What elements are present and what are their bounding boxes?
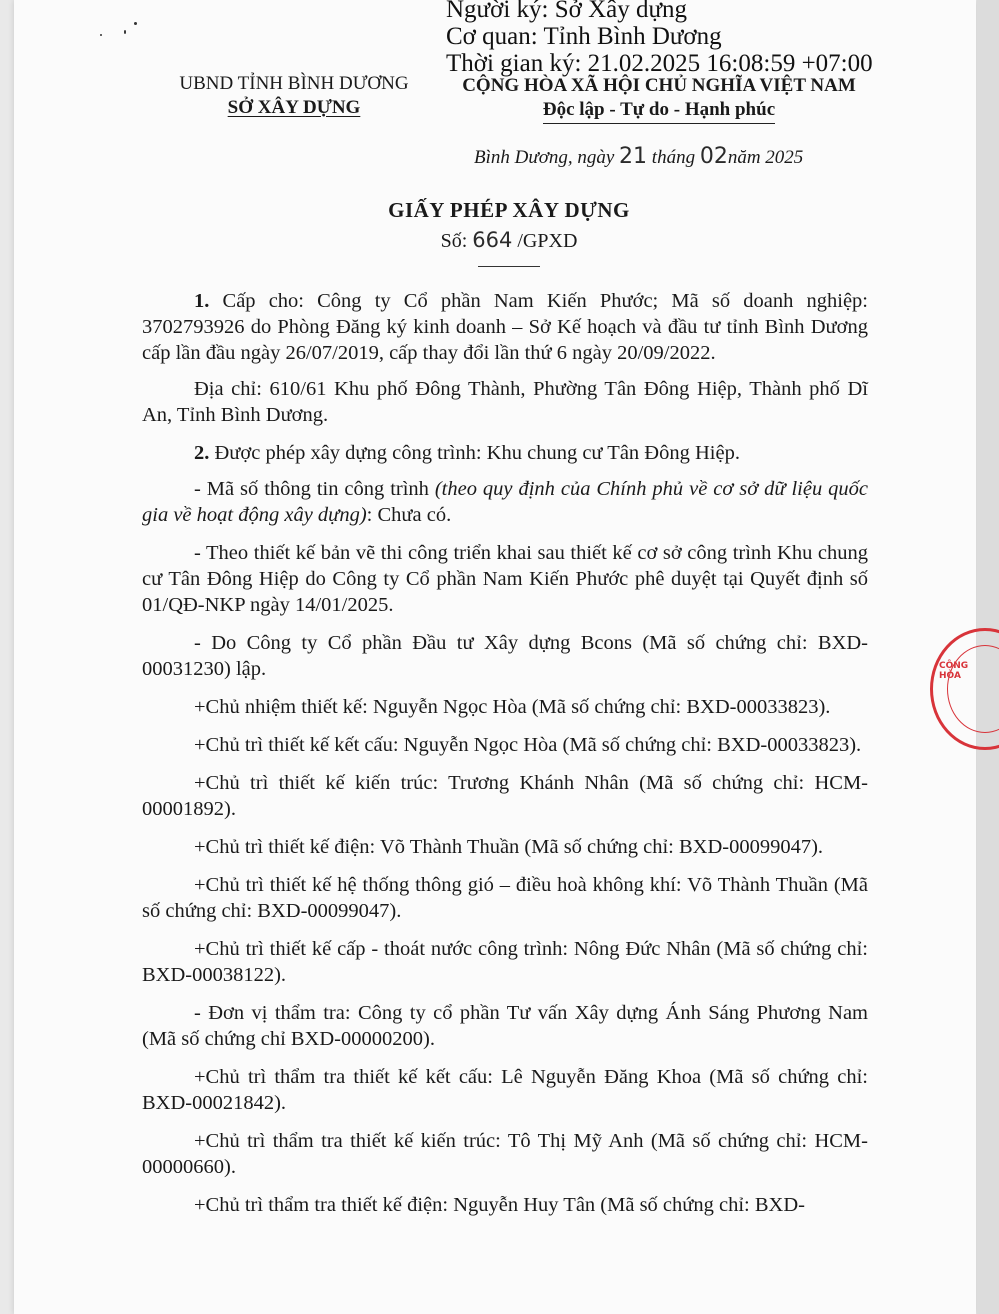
document-title: GIẤY PHÉP XÂY DỰNG bbox=[388, 198, 630, 222]
paragraph-review-structure: +Chủ trì thẩm tra thiết kế kết cấu: Lê Nguyễn Đăng Khoa (Mã số chứng chỉ: BXD-00021842). bbox=[142, 1066, 868, 1114]
digital-signature-block bbox=[446, 0, 873, 77]
paragraph-review-unit: - Đơn vị thẩm tra: Công ty cổ phần Tư vấn Xây dựng Ánh Sáng Phương Nam (Mã số chứng chỉ BXD-00000200). bbox=[142, 1002, 868, 1050]
paragraph-text: Được phép xây dựng công trình: Khu chung cư Tân Đông Hiệp. bbox=[209, 442, 740, 464]
doc-number-label: Số: bbox=[440, 230, 468, 252]
paragraph-designer: - Do Công ty Cổ phần Đầu tư Xây dựng Bcons (Mã số chứng chỉ: BXD-00031230) lập. bbox=[142, 632, 868, 680]
paragraph-review-electrical: +Chủ trì thẩm tra thiết kế điện: Nguyễn Huy Tân (Mã số chứng chỉ: BXD- bbox=[194, 1194, 805, 1216]
date-prefix: Bình Dương, ngày bbox=[474, 147, 615, 168]
paragraph-text: - Mã số thông tin công trình bbox=[194, 478, 435, 500]
seal-text: CÔNG HÒA bbox=[939, 661, 969, 681]
paragraph-permit bbox=[142, 440, 868, 466]
issuing-authority bbox=[160, 72, 428, 120]
authority-province: UBND TỈNH BÌNH DƯƠNG bbox=[179, 73, 409, 94]
authority-department: SỞ XÂY DỰNG bbox=[227, 97, 361, 118]
paragraph-review-architecture: +Chủ trì thẩm tra thiết kế kiến trúc: Tô Thị Mỹ Anh (Mã số chứng chỉ: HCM-00000660). bbox=[142, 1130, 868, 1178]
date-month-label: tháng bbox=[651, 147, 696, 168]
motto-slogan: Độc lập - Tự do - Hạnh phúc bbox=[543, 98, 775, 124]
paragraph-text: Cấp cho: Công ty Cổ phần Nam Kiến Phước; Mã số doanh nghiệp: 3702793926 do Phòng Đăng ký kinh doanh – Sở Kế hoạch và đầu tư tỉnh Bình Dương cấp lần đầu ngày 26/07/2019, cấp thay đổi lần thứ 6 ngày 20/09/2022. bbox=[142, 290, 868, 364]
paragraph-project-code bbox=[142, 476, 868, 528]
paragraph-design-lead: +Chủ nhiệm thiết kế: Nguyễn Ngọc Hòa (Mã số chứng chỉ: BXD-00033823). bbox=[194, 696, 831, 718]
date-day: 21 bbox=[619, 144, 648, 169]
paragraph-plumbing-lead: +Chủ trì thiết kế cấp - thoát nước công trình: Nông Đức Nhân (Mã số chứng chỉ: BXD-00038122). bbox=[142, 938, 868, 986]
issue-date bbox=[474, 144, 803, 169]
paragraph-structure-lead: +Chủ trì thiết kế kết cấu: Nguyễn Ngọc Hòa (Mã số chứng chỉ: BXD-00033823). bbox=[194, 734, 862, 756]
title-divider bbox=[478, 266, 540, 267]
date-year: năm 2025 bbox=[727, 147, 804, 168]
date-month: 02 bbox=[699, 144, 728, 169]
seal-inner-ring bbox=[947, 645, 999, 733]
national-motto bbox=[440, 74, 878, 124]
paragraph-architecture-lead: +Chủ trì thiết kế kiến trúc: Trương Khánh Nhân (Mã số chứng chỉ: HCM-00001892). bbox=[142, 772, 868, 820]
document-body bbox=[142, 288, 868, 1218]
paragraph-design-basis: - Theo thiết kế bản vẽ thi công triển khai sau thiết kế cơ sở công trình Khu chung cư Tân Đông Hiệp do Công ty Cổ phần Nam Kiến Phước phê duyệt tại Quyết định số 01/QĐ-NKP ngày 14/01/2025. bbox=[142, 542, 868, 616]
signature-time: Thời gian ký: 21.02.2025 16:08:59 +07:00 bbox=[446, 50, 873, 77]
signature-signer: Người ký: Sở Xây dựng bbox=[446, 0, 688, 23]
doc-number-suffix: /GPXD bbox=[517, 230, 578, 252]
paragraph-electrical-lead: +Chủ trì thiết kế điện: Võ Thành Thuần (Mã số chứng chỉ: BXD-00099047). bbox=[194, 836, 824, 858]
paragraph-number: 1. bbox=[194, 290, 210, 312]
paragraph-number: 2. bbox=[194, 442, 210, 464]
paragraph-hvac-lead: +Chủ trì thiết kế hệ thống thông gió – điều hoà không khí: Võ Thành Thuần (Mã số chứng chỉ: BXD-00099047). bbox=[142, 874, 868, 922]
paragraph-text: : Chưa có. bbox=[366, 504, 452, 526]
paragraph-address: Địa chỉ: 610/61 Khu phố Đông Thành, Phường Tân Đông Hiệp, Thành phố Dĩ An, Tỉnh Bình Dương. bbox=[142, 378, 868, 426]
signature-agency: Cơ quan: Tỉnh Bình Dương bbox=[446, 23, 722, 50]
doc-number-value: 664 bbox=[472, 228, 513, 252]
motto-country: CỘNG HÒA XÃ HỘI CHỦ NGHĨA VIỆT NAM bbox=[462, 75, 856, 96]
document-number bbox=[0, 228, 999, 253]
paragraph-grantee bbox=[142, 288, 868, 366]
paragraph-italic: (theo quy định của Chính phủ về cơ sở dữ liệu quốc gia về hoạt động xây dựng) bbox=[142, 478, 868, 526]
